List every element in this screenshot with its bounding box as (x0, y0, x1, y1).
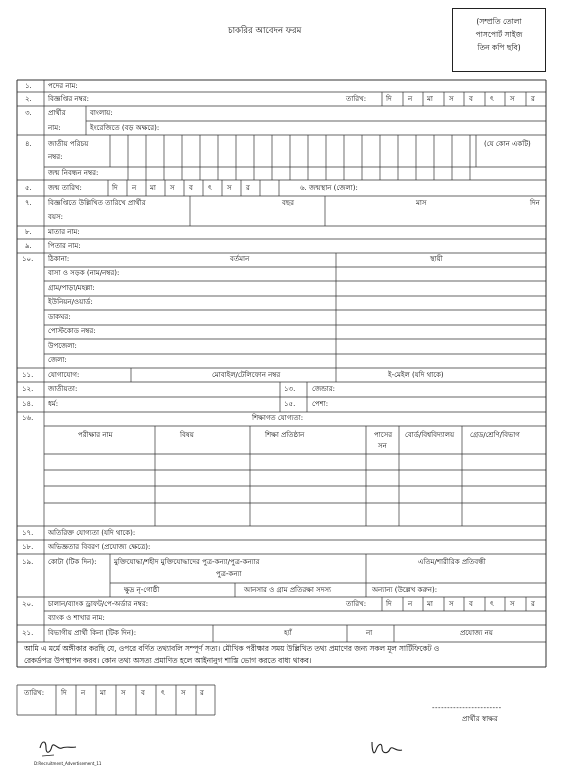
date-cell[interactable]: ন (408, 95, 413, 103)
signature-line: ----------------------- (432, 704, 502, 712)
birthplace-field[interactable]: ৬. জন্মস্থান (জেলা): (300, 184, 358, 192)
row19-number: ১৯. (22, 558, 34, 566)
name-label: নাম: (48, 124, 61, 132)
row8-number: ৮. (25, 228, 32, 236)
mother-name-field[interactable]: মাতার নাম: (48, 228, 80, 236)
advertisement-date-label: তারিখ: (346, 95, 367, 103)
date-cell[interactable]: ন (132, 184, 137, 192)
edu-col-subject: বিষয় (180, 431, 194, 439)
contact-label: যোগাযোগ: (48, 371, 80, 379)
date-cell[interactable]: ন (408, 600, 413, 608)
occupation-field[interactable]: পেশা: (312, 400, 329, 408)
bank-branch-field[interactable]: ব্যাংক ও শাখার নাম: (48, 614, 105, 622)
form-title: চাকরির আবেদন ফরম (228, 26, 302, 36)
row2-date-boxes (382, 92, 526, 106)
quota-orphan-disabled[interactable]: এতিম/শারীরিক প্রতিবন্ধী (418, 558, 486, 566)
religion-field[interactable]: ধর্ম: (48, 400, 59, 408)
date-cell[interactable]: ৎ (208, 184, 212, 192)
mobile-field[interactable]: মোবাইল/টেলিফোন নম্বর (212, 371, 281, 379)
address-village[interactable]: গ্রাম/পাড়া/মহল্লা: (48, 284, 95, 292)
row1-number: ১. (25, 82, 32, 90)
row5-number: ৫. (25, 184, 32, 192)
date-cell[interactable]: ৎ (161, 689, 165, 697)
name-bangla-field[interactable]: বাংলায়: (90, 109, 113, 117)
date-cell[interactable]: দি (386, 95, 392, 103)
date-cell[interactable]: ব (189, 184, 193, 192)
date-cell[interactable]: ব (469, 600, 473, 608)
date-cell[interactable]: র (531, 95, 535, 103)
date-cell[interactable]: মা (100, 689, 106, 697)
initial-signature-left-icon (36, 738, 82, 758)
education-label: শিক্ষাগত যোগ্যতা: (252, 414, 304, 422)
photo-line-1: (সম্প্রতি তোলা (476, 17, 522, 26)
date-cell[interactable]: র (246, 184, 250, 192)
departmental-not-applicable[interactable]: প্রযোজ্য নয় (460, 629, 493, 637)
initial-signature-right-icon (368, 738, 408, 760)
email-field[interactable]: ই-মেইল (যদি থাকে) (388, 371, 444, 379)
date-cell[interactable]: স (510, 95, 515, 103)
name-english-field[interactable]: ইংরেজিতে (বড় অক্ষরে): (90, 124, 160, 132)
row4-id-boxes (44, 135, 546, 180)
quota-freedom-fighter-2: পুত্র-কন্যা (216, 570, 242, 578)
row10-number: ১০. (22, 255, 34, 263)
date-cell[interactable]: স (449, 95, 454, 103)
departmental-yes[interactable]: হ্যাঁ (284, 629, 292, 637)
any-one-note: (যে কোন একটি) (484, 140, 531, 148)
date-cell[interactable]: স (121, 689, 126, 697)
photo-line-3: তিন কপি ছবি) (477, 43, 521, 52)
date-cell[interactable]: দি (61, 689, 67, 697)
present-address-header: বর্তমান (230, 255, 250, 263)
date-cell[interactable]: স (181, 689, 186, 697)
date-cell[interactable]: মা (427, 600, 433, 608)
address-house-road[interactable]: বাসা ও সড়ক (নাম/নম্বর): (48, 269, 120, 277)
date-cell[interactable]: ব (141, 689, 145, 697)
row2-number: ২. (25, 95, 32, 103)
applicant-label: প্রার্থীর (48, 109, 66, 117)
quota-other[interactable]: অন্যান্য (উল্লেখ করুন): (372, 586, 438, 594)
date-cell[interactable]: মা (150, 184, 156, 192)
edu-col-institution: শিক্ষা প্রতিষ্ঠান (265, 431, 305, 439)
edu-col-board: বোর্ড/বিশ্ববিদ্যালয় (405, 431, 455, 439)
post-name-field[interactable]: পদের নাম: (48, 82, 78, 90)
gender-field[interactable]: জেন্ডার: (312, 385, 335, 393)
age-label: বিজ্ঞপ্তিতে উল্লিখিত তারিখে প্রার্থীর (48, 199, 146, 207)
row9-number: ৯. (25, 242, 32, 250)
date-cell[interactable]: র (200, 689, 204, 697)
row16-number: ১৬. (22, 414, 34, 422)
nationality-field[interactable]: জাতীয়তা: (48, 385, 78, 393)
row4-number: ৪. (25, 140, 32, 148)
row12-number: ১২. (22, 385, 34, 393)
quota-label: কোটা (টিক দিন): (48, 558, 97, 566)
quota-ethnic-minority[interactable]: ক্ষুদ্র নৃ-গোষ্ঠী (124, 586, 160, 594)
row7-lines (190, 196, 325, 226)
nid-label: জাতীয় পরিচয় (48, 140, 89, 148)
departmental-no[interactable]: না (366, 629, 373, 637)
quota-ansar-vdp[interactable]: আনসার ও গ্রাম প্রতিরক্ষা সদস্য (244, 586, 332, 594)
row11-number: ১১. (22, 371, 34, 379)
experience-field[interactable]: অভিজ্ঞতার বিবরণ (প্রযোজ্য ক্ষেত্রে): (48, 543, 151, 551)
address-postcode[interactable]: পোস্টকোড নম্বর: (48, 327, 96, 335)
date-cell[interactable]: ব (469, 95, 473, 103)
advertisement-number-field[interactable]: বিজ্ঞপ্তির নম্বর: (48, 95, 89, 103)
date-cell[interactable]: ৎ (490, 600, 494, 608)
challan-date-label: তারিখ: (346, 600, 367, 608)
date-cell[interactable]: র (531, 600, 535, 608)
address-upazila[interactable]: উপজেলা: (48, 342, 77, 350)
date-cell[interactable]: স (449, 600, 454, 608)
declaration-line-1: আমি এ মর্মে অঙ্গীকার করছি যে, ওপরে বর্ণিত তথ্যাবলি সম্পূর্ণ সত্য। মৌখিক পরীক্ষার সময় উল্লিখিত তথ্য প্রমাণের জন্য সকল মূল সার্টিফিকেট ও (24, 644, 440, 653)
address-district[interactable]: জেলা: (48, 356, 67, 364)
age-day-label: দিন (530, 199, 540, 207)
photo-line-2: পাসপোর্ট সাইজ (475, 30, 523, 39)
permanent-address-header: স্থায়ী (430, 255, 443, 263)
father-name-field[interactable]: পিতার নাম: (48, 242, 81, 250)
declaration-line-2: রেকর্ডপত্র উপস্থাপন করব। কোন তথ্য অসত্য প্রমাণিত হলে আইনানুগ শাস্তি ভোগ করতে বাধ্য থাকব। (24, 656, 312, 665)
row17-number: ১৭. (22, 529, 34, 537)
row21-number: ২১. (22, 629, 34, 637)
education-table (44, 426, 546, 526)
challan-number-field[interactable]: চালান/ব্যাংক ড্রাফট/পে-অর্ডার নম্বর: (48, 600, 149, 608)
nid-label-2: নম্বর: (48, 153, 63, 161)
edu-col-exam: পরীক্ষার নাম (78, 431, 113, 439)
row3-number: ৩. (25, 109, 32, 117)
date-cell[interactable]: দি (386, 600, 392, 608)
footer-date-label: তারিখ: (24, 689, 45, 697)
row15-number: ১৫. (284, 400, 296, 408)
address-label: ঠিকানা: (48, 255, 70, 263)
departmental-label: বিভাগীয় প্রার্থী কিনা (টিক দিন): (48, 629, 137, 637)
date-cell[interactable]: মা (427, 95, 433, 103)
row13-number: ১৩. (284, 385, 296, 393)
edu-col-grade: গ্রেড/শ্রেণি/বিভাগ (470, 431, 520, 439)
date-cell[interactable]: দি (112, 184, 118, 192)
address-post-office[interactable]: ডাকঘর: (48, 313, 71, 321)
birth-date-label: জন্ম তারিখ: (48, 184, 82, 192)
birth-registration-field[interactable]: জন্ম নিবন্ধন নম্বর: (48, 169, 99, 177)
age-month-label: মাস (416, 199, 427, 207)
age-label-2: বয়স: (48, 213, 64, 221)
signature-label[interactable]: প্রার্থীর স্বাক্ষর (462, 715, 498, 723)
date-cell[interactable]: স (170, 184, 175, 192)
row18-number: ১৮. (22, 543, 34, 551)
additional-qualification-field[interactable]: অতিরিক্ত যোগ্যতা (যদি থাকে): (48, 529, 136, 537)
row7-number: ৭. (25, 199, 32, 207)
date-cell[interactable]: ন (81, 689, 86, 697)
date-cell[interactable]: ৎ (490, 95, 494, 103)
row20-number: ২০. (22, 600, 34, 608)
file-reference: D:Recruitment_Advertisement_11 (34, 761, 102, 766)
quota-freedom-fighter[interactable]: মুক্তিযোদ্ধা/শহীদ মুক্তিযোদ্ধাদের পুত্র-কন্যা/পুত্র-কন্যার (114, 558, 260, 566)
age-year-label: বছর (282, 199, 294, 207)
date-cell[interactable]: স (227, 184, 232, 192)
row14-number: ১৪. (22, 400, 34, 408)
date-cell[interactable]: স (510, 600, 515, 608)
address-union[interactable]: ইউনিয়ন/ওয়ার্ড: (48, 298, 93, 306)
edu-col-pass: পাসের (374, 431, 393, 439)
edu-col-year: সন (378, 442, 387, 450)
